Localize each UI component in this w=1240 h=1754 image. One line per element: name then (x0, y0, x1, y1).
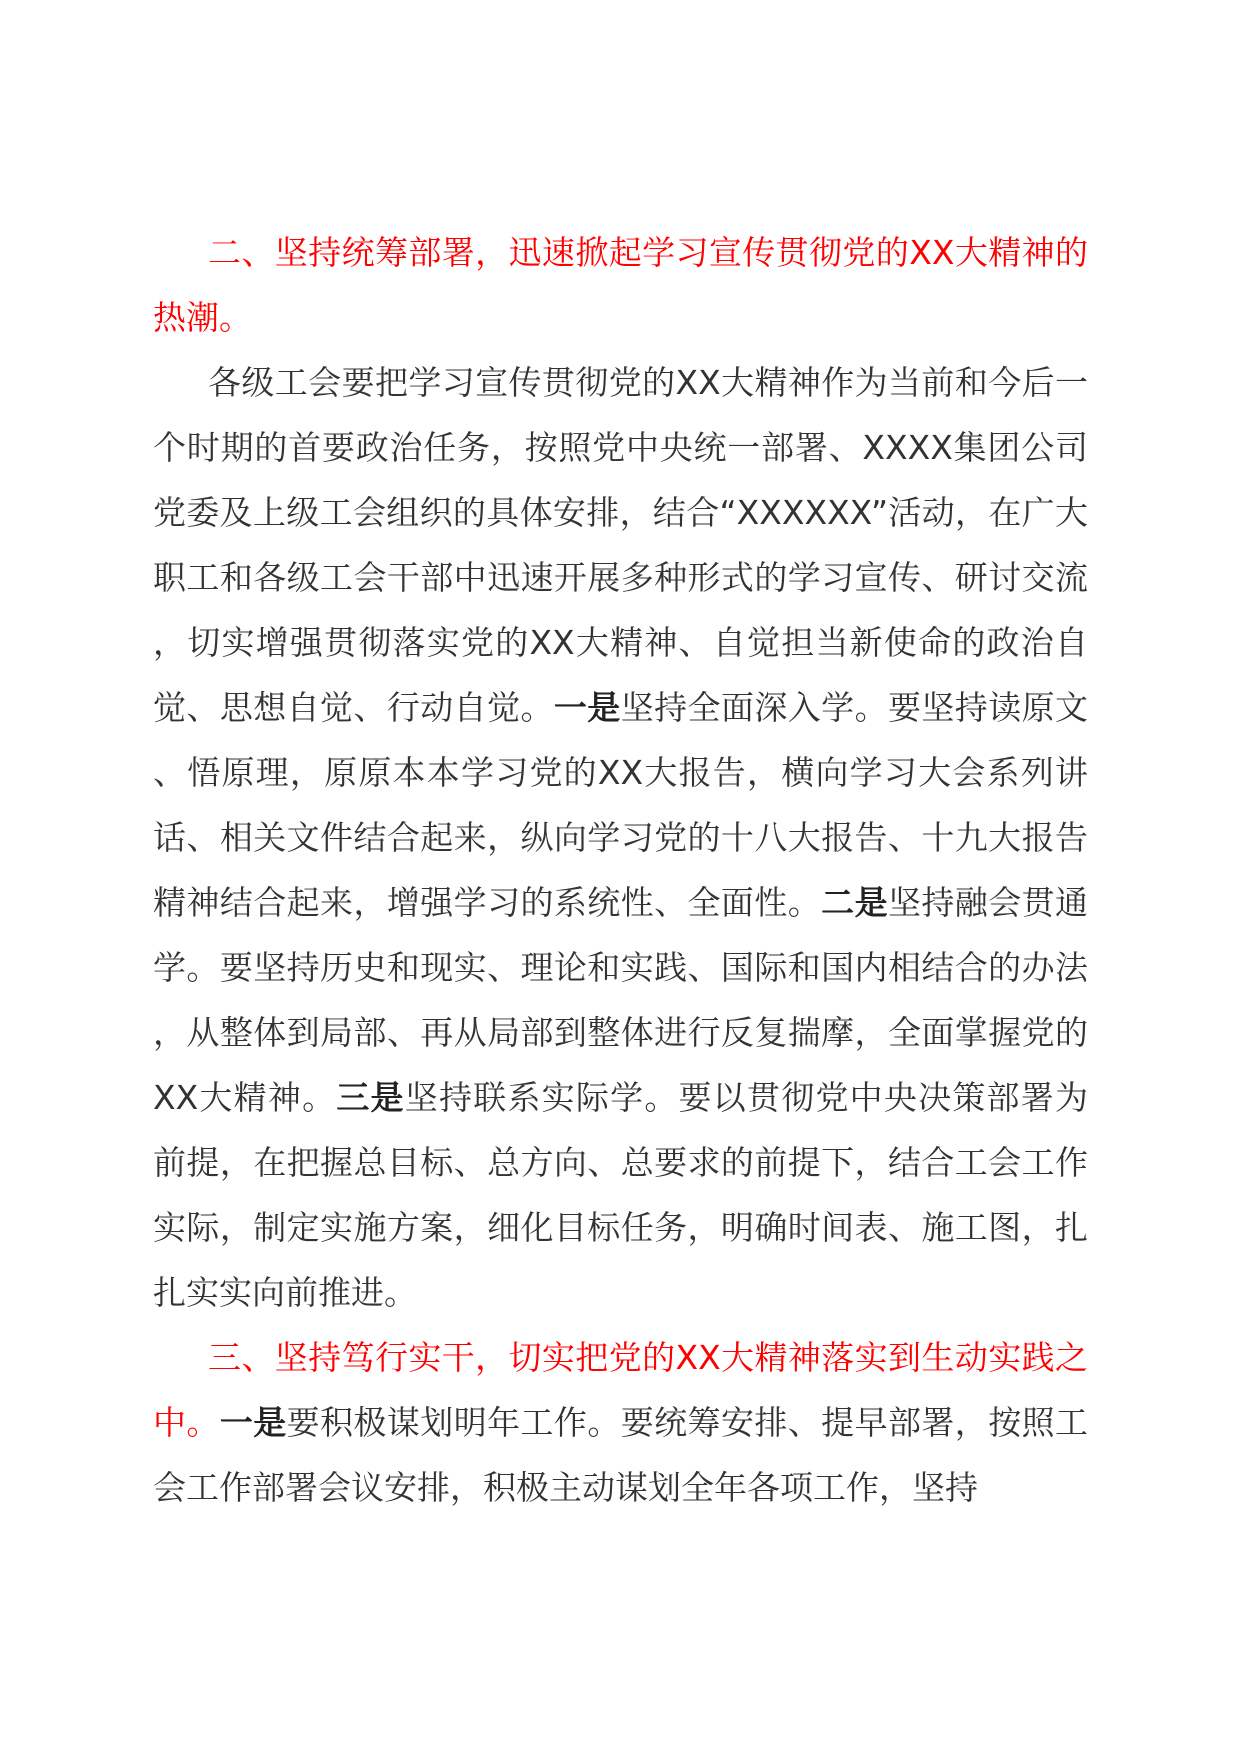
point-one-text: 坚持全面深入学。要坚持读原文、悟原理，原原本本学习党的XX大报告，横向学习大会系列讲话、相关文件结合起来，纵向学习党的十八大报告、十九大报告精神结合起来，增强学习的系统性、全面性。 (153, 688, 1089, 922)
section-2-paragraph (153, 350, 1088, 1325)
section-3-point-one-label: 一是 (219, 1403, 287, 1442)
section-3-point-one-text: 要积极谋划明年工作。要统筹安排、提早部署，按照工会工作部署会议安排，积极主动谋划全年各项工作，坚持 (153, 1403, 1089, 1507)
point-two-label: 二是 (821, 883, 888, 922)
point-three-label: 三是 (336, 1078, 405, 1117)
section-2-intro-text: 各级工会要把学习宣传贯彻党的XX大精神作为当前和今后一个时期的首要政治任务，按照党中央统一部署、XXXX集团公司党委及上级工会组织的具体安排，结合“XXXXXX”活动，在广大职工和各级工会干部中迅速开展多种形式的学习宣传、研讨交流，切实增强贯彻落实党的XX大精神、自觉担当新使命的政治自觉、思想自觉、行动自觉。 (153, 363, 1088, 727)
point-three-text: 坚持联系实际学。要以贯彻党中央决策部署为前提，在把握总目标、总方向、总要求的前提下，结合工会工作实际，制定实施方案，细化目标任务，明确时间表、施工图，扎扎实实向前推进。 (153, 1078, 1089, 1312)
section-3-heading: 三、坚持笃行实干，切实把党的XX大精神落实到生动实践之中。 (153, 1338, 1088, 1442)
section-3-paragraph (153, 1325, 1088, 1520)
point-two-text: 坚持融会贯通学。要坚持历史和现实、理论和实践、国际和国内相结合的办法，从整体到局部、再从局部到整体进行反复揣摩，全面掌握党的XX大精神。 (153, 883, 1089, 1117)
point-one-label: 一是 (553, 688, 621, 727)
section-2-heading (153, 220, 1088, 350)
section-2-heading-text: 二、坚持统筹部署，迅速掀起学习宣传贯彻党的XX大精神的热潮。 (153, 233, 1088, 337)
document-body (153, 220, 1088, 1520)
